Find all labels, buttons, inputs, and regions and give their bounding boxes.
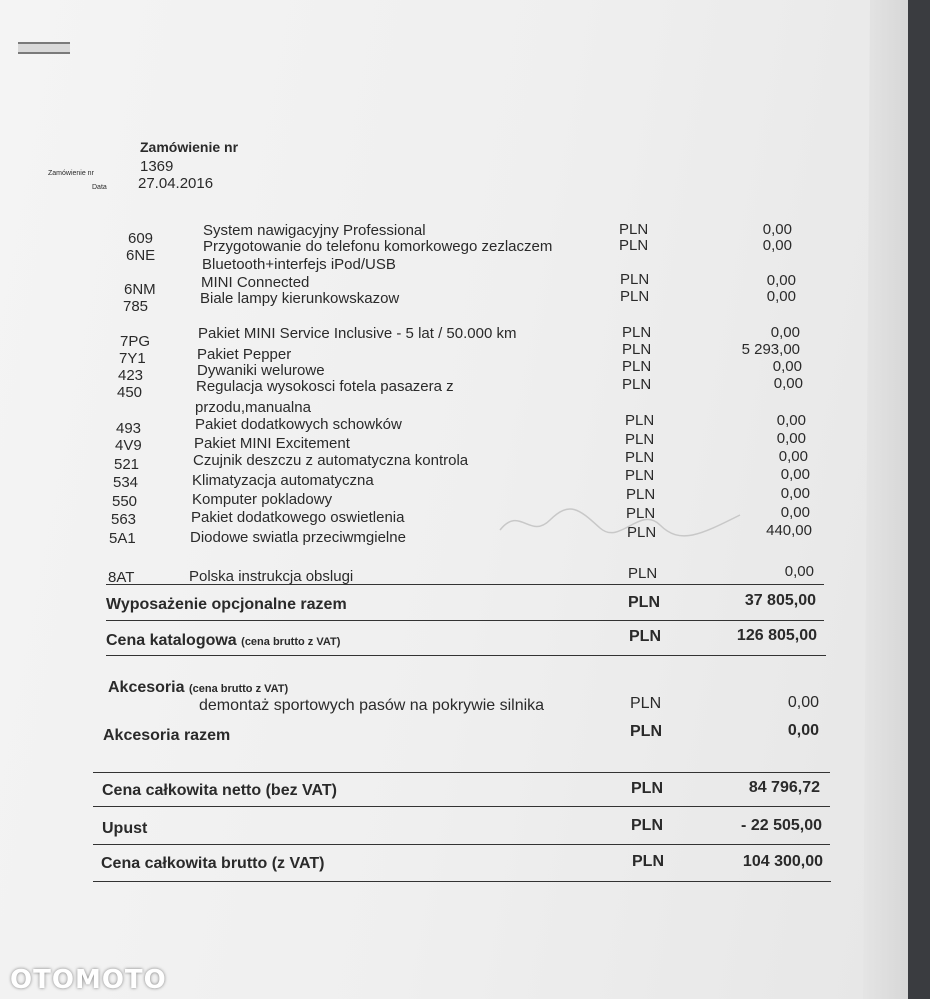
item-currency: PLN bbox=[625, 431, 655, 448]
item-desc-cont: przodu,manualna bbox=[195, 399, 311, 416]
item-code: 6NE bbox=[126, 247, 156, 264]
item-value: 0,00 bbox=[762, 237, 792, 254]
item-code: 785 bbox=[123, 298, 149, 315]
item-desc: Dywaniki welurowe bbox=[197, 362, 325, 379]
item-code: 450 bbox=[117, 384, 143, 401]
item-value: 0,00 bbox=[776, 412, 806, 429]
item-currency: PLN bbox=[620, 271, 650, 288]
item-currency: PLN bbox=[625, 449, 655, 466]
discount-label: Upust bbox=[102, 820, 148, 837]
catalog-price-note: (cena brutto z VAT) bbox=[241, 636, 341, 648]
item-desc: Pakiet dodatkowych schowków bbox=[195, 416, 402, 433]
discount-currency: PLN bbox=[631, 817, 663, 834]
accessory-item-desc: demontaż sportowych pasów na pokrywie silnika bbox=[199, 697, 545, 714]
item-currency: PLN bbox=[627, 524, 657, 541]
item-desc: Pakiet MINI Excitement bbox=[194, 435, 350, 452]
item-desc: Czujnik deszczu z automatyczna kontrola bbox=[193, 452, 469, 469]
item-desc: Klimatyzacja automatyczna bbox=[192, 472, 374, 489]
item-code: 6NM bbox=[124, 281, 156, 298]
item-desc: Biale lampy kierunkowskazow bbox=[200, 290, 400, 307]
paper-clip bbox=[18, 42, 70, 54]
item-currency: PLN bbox=[626, 505, 656, 522]
faded-signature bbox=[490, 500, 750, 545]
catalog-price-row bbox=[106, 632, 340, 650]
order-title: Zamówienie nr bbox=[140, 139, 239, 155]
options-total-currency: PLN bbox=[628, 594, 660, 611]
item-desc: Regulacja wysokosci fotela pasazera z bbox=[196, 378, 454, 395]
accessories-note: (cena brutto z VAT) bbox=[188, 683, 289, 695]
net-total-currency: PLN bbox=[631, 780, 663, 797]
divider bbox=[93, 806, 830, 807]
item-code: 563 bbox=[111, 511, 137, 528]
item-value: 0,00 bbox=[766, 288, 796, 305]
item-value: 440,00 bbox=[766, 522, 812, 539]
item-code: 7Y1 bbox=[119, 350, 146, 367]
item-desc: System nawigacyjny Professional bbox=[203, 222, 426, 239]
item-currency: PLN bbox=[625, 412, 655, 429]
item-desc: Pakiet MINI Service Inclusive - 5 lat / 50.000 km bbox=[198, 325, 517, 342]
accessories-total-currency: PLN bbox=[630, 723, 662, 740]
divider bbox=[106, 584, 824, 585]
item-code: 7PG bbox=[120, 333, 151, 350]
item-currency: PLN bbox=[619, 221, 649, 238]
item-currency: PLN bbox=[622, 376, 652, 393]
item-currency: PLN bbox=[619, 237, 649, 254]
divider bbox=[93, 881, 831, 882]
divider bbox=[93, 844, 830, 845]
item-desc: Pakiet dodatkowego oswietlenia bbox=[191, 509, 405, 526]
item-value: 0,00 bbox=[766, 272, 796, 289]
net-total-label: Cena całkowita netto (bez VAT) bbox=[102, 782, 337, 799]
accessories-total-value: 0,00 bbox=[787, 722, 819, 739]
item-currency: PLN bbox=[620, 288, 650, 305]
item-code: 423 bbox=[118, 367, 144, 384]
item-desc: Komputer pokladowy bbox=[192, 491, 333, 508]
item-code: 8AT bbox=[108, 569, 135, 586]
item-desc-cont: Bluetooth+interfejs iPod/USB bbox=[202, 256, 396, 273]
accessory-item-currency: PLN bbox=[630, 695, 662, 712]
item-value: 0,00 bbox=[772, 358, 802, 375]
divider bbox=[106, 620, 824, 621]
item-code: 493 bbox=[116, 420, 142, 437]
item-desc: Diodowe swiatla przeciwmgielne bbox=[190, 529, 406, 546]
item-value: 0,00 bbox=[776, 430, 806, 447]
item-currency: PLN bbox=[622, 358, 652, 375]
divider bbox=[93, 772, 830, 773]
accessories-header bbox=[108, 679, 288, 697]
item-code: 5A1 bbox=[109, 530, 136, 547]
accessories-total-label: Akcesoria razem bbox=[103, 727, 231, 744]
discount-value: - 22 505,00 bbox=[741, 817, 822, 834]
item-currency: PLN bbox=[622, 324, 652, 341]
item-value: 0,00 bbox=[773, 375, 803, 392]
catalog-price-currency: PLN bbox=[629, 628, 661, 645]
item-desc: Pakiet Pepper bbox=[197, 346, 292, 363]
item-desc: Przygotowanie do telefonu komorkowego zezlaczem bbox=[203, 238, 553, 255]
item-code: 550 bbox=[112, 493, 138, 510]
item-currency: PLN bbox=[622, 341, 652, 358]
item-code: 609 bbox=[128, 230, 154, 247]
item-value: 0,00 bbox=[780, 504, 810, 521]
options-total-value: 37 805,00 bbox=[744, 592, 816, 609]
gross-total-label: Cena całkowita brutto (z VAT) bbox=[101, 855, 325, 872]
order-date: 27.04.2016 bbox=[138, 175, 214, 192]
options-total-label: Wyposażenie opcjonalne razem bbox=[106, 596, 347, 613]
item-currency: PLN bbox=[628, 565, 658, 582]
catalog-price-label: Cena katalogowa bbox=[106, 632, 237, 649]
item-code: 4V9 bbox=[115, 437, 142, 454]
order-number-label: Zamówienie nr bbox=[48, 170, 94, 177]
gross-total-currency: PLN bbox=[632, 853, 664, 870]
accessory-item-value: 0,00 bbox=[787, 694, 819, 711]
date-label: Data bbox=[92, 184, 107, 191]
item-value: 0,00 bbox=[778, 448, 808, 465]
item-currency: PLN bbox=[625, 467, 655, 484]
item-value: 0,00 bbox=[770, 324, 800, 341]
item-value: 0,00 bbox=[762, 221, 792, 238]
item-value: 5 293,00 bbox=[741, 341, 800, 358]
item-desc: MINI Connected bbox=[201, 274, 310, 291]
item-value: 0,00 bbox=[784, 563, 814, 580]
otomoto-watermark: OTOMOTO bbox=[10, 965, 167, 995]
item-desc: Polska instrukcja obslugi bbox=[189, 568, 354, 585]
divider bbox=[106, 655, 826, 656]
item-code: 534 bbox=[113, 474, 139, 491]
item-value: 0,00 bbox=[780, 466, 810, 483]
catalog-price-value: 126 805,00 bbox=[736, 627, 817, 644]
order-number: 1369 bbox=[140, 158, 174, 175]
accessories-label: Akcesoria bbox=[108, 679, 185, 696]
net-total-value: 84 796,72 bbox=[748, 779, 820, 796]
item-code: 521 bbox=[114, 456, 140, 473]
item-currency: PLN bbox=[626, 486, 656, 503]
gross-total-value: 104 300,00 bbox=[742, 853, 823, 870]
item-value: 0,00 bbox=[780, 485, 810, 502]
